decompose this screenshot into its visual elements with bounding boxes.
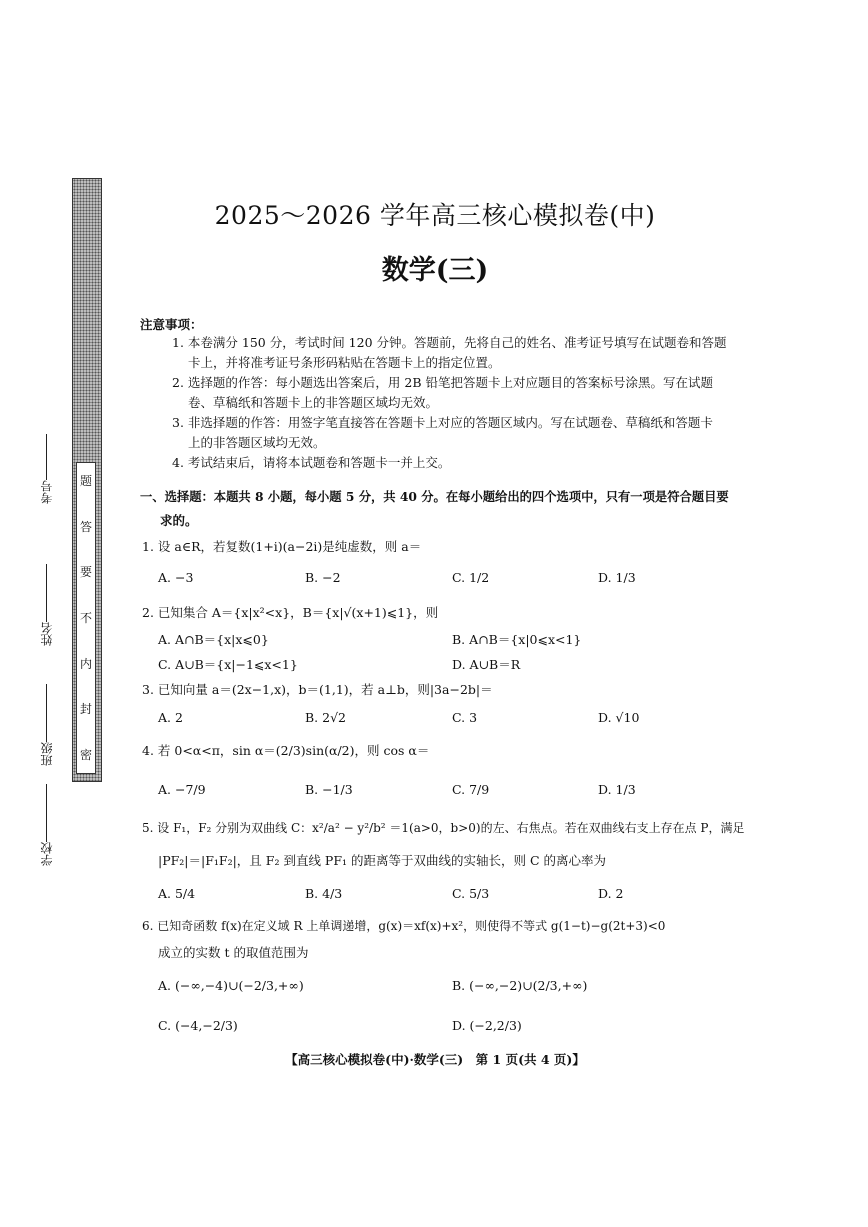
option-c: C. 1/2 [452, 570, 490, 585]
seal-char: 题 [79, 474, 92, 488]
question-stem: 4. 若 0<α<π，sin α＝(2/3)sin(α/2)，则 cos α＝ [142, 743, 430, 758]
option-b: B. 4/3 [305, 886, 343, 901]
question-stem: 6. 已知奇函数 f(x)在定义域 R 上单调递增，g(x)＝xf(x)+x²，则使得不等式 g(1−t)−g(2t+3)<0 [142, 919, 666, 933]
blank-line [46, 684, 47, 742]
exam-subtitle: 数学(三) [381, 255, 489, 286]
option-b: B. A∩B＝{x|0⩽x<1} [452, 632, 582, 647]
option-d: D. A∪B＝R [452, 657, 521, 672]
option-c: C. 5/3 [452, 886, 490, 901]
field-label: 考号 [39, 480, 54, 504]
option-d: D. (−2,2/3) [452, 1018, 522, 1033]
notice-line: 1. 本卷满分 150 分，考试时间 120 分钟。答题前，先将自己的姓名、准考证号填写在试题卷和答题 [172, 335, 727, 350]
seal-char: 封 [79, 702, 92, 717]
option-b: B. −1/3 [305, 782, 353, 797]
seal-line-box [76, 462, 96, 774]
seal-char: 不 [79, 610, 92, 625]
option-a: A. 5/4 [158, 886, 196, 901]
option-d: D. 1/3 [598, 570, 636, 585]
notice-line: 上的非答题区域均无效。 [188, 435, 326, 450]
option-c: C. A∪B＝{x|−1⩽x<1} [158, 657, 298, 672]
field-label: 学校 [39, 842, 54, 866]
notice-line: 3. 非选择题的作答：用签字笔直接答在答题卡上对应的答题区域内。写在试题卷、草稿纸和答题卡 [172, 415, 713, 430]
notice-heading: 注意事项： [140, 317, 203, 332]
option-d: D. √10 [598, 710, 640, 725]
exam-title: 2025～2026 学年高三核心模拟卷(中) [214, 201, 656, 230]
question-stem: 3. 已知向量 a＝(2x−1,x)，b＝(1,1)，若 a⊥b，则|3a−2b|＝ [142, 682, 493, 697]
seal-char: 答 [79, 519, 92, 534]
question-stem: 2. 已知集合 A＝{x|x²<x}，B＝{x|√(x+1)⩽1}，则 [142, 605, 439, 620]
notice-line: 4. 考试结束后，请将本试题卷和答题卡一并上交。 [172, 455, 451, 470]
option-d: D. 1/3 [598, 782, 636, 797]
option-c: C. (−4,−2/3) [158, 1018, 238, 1033]
option-a: A. 2 [158, 710, 183, 725]
seal-char: 要 [79, 565, 92, 580]
blank-line [46, 434, 47, 480]
question-stem: 5. 设 F₁，F₂ 分别为双曲线 C：x²/a² − y²/b² ＝1(a>0，b>0)的左、右焦点。若在双曲线右支上存在点 P，满足 [142, 821, 745, 835]
page-footer: 【高三核心模拟卷(中)·数学(三) 第 1 页(共 4 页)】 [285, 1052, 585, 1067]
field-label: 班级 [39, 742, 54, 766]
notice-line: 卷、草稿纸和答题卡上的非答题区域均无效。 [188, 395, 439, 410]
option-b: B. −2 [305, 570, 341, 585]
option-d: D. 2 [598, 886, 624, 901]
option-b: B. 2√2 [305, 710, 347, 725]
option-a: A. −3 [158, 570, 194, 585]
blank-line [46, 564, 47, 622]
option-a: A. A∩B＝{x|x⩽0} [158, 632, 269, 647]
blank-line [46, 784, 47, 842]
option-b: B. (−∞,−2)∪(2/3,+∞) [452, 978, 588, 993]
option-c: C. 7/9 [452, 782, 490, 797]
option-c: C. 3 [452, 710, 478, 725]
option-a: A. (−∞,−4)∪(−2/3,+∞) [158, 978, 304, 993]
field-label: 姓名 [39, 622, 54, 646]
school-field [30, 780, 62, 866]
question-stem-cont: |PF₂|＝|F₁F₂|，且 F₂ 到直线 PF₁ 的距离等于双曲线的实轴长，则 C 的离心率为 [158, 853, 606, 868]
name-field [30, 560, 62, 646]
exam-number-field [30, 430, 62, 504]
notice-line: 2. 选择题的作答：每小题选出答案后，用 2B 铅笔把答题卡上对应题目的答案标号涂黑。写在试题 [172, 375, 713, 390]
section-heading: 一、选择题：本题共 8 小题，每小题 5 分，共 40 分。在每小题给出的四个选项中，只有一项是符合题目要 [140, 489, 729, 504]
notice-line: 卡上，并将准考证号条形码粘贴在答题卡上的指定位置。 [188, 355, 501, 370]
option-a: A. −7/9 [158, 782, 206, 797]
question-stem-cont: 成立的实数 t 的取值范围为 [158, 945, 309, 960]
class-field [30, 680, 62, 766]
section-heading-cont: 求的。 [160, 513, 198, 528]
seal-char: 内 [79, 656, 92, 671]
question-stem: 1. 设 a∈R，若复数(1+i)(a−2i)是纯虚数，则 a＝ [142, 539, 422, 554]
seal-char: 密 [79, 747, 92, 762]
